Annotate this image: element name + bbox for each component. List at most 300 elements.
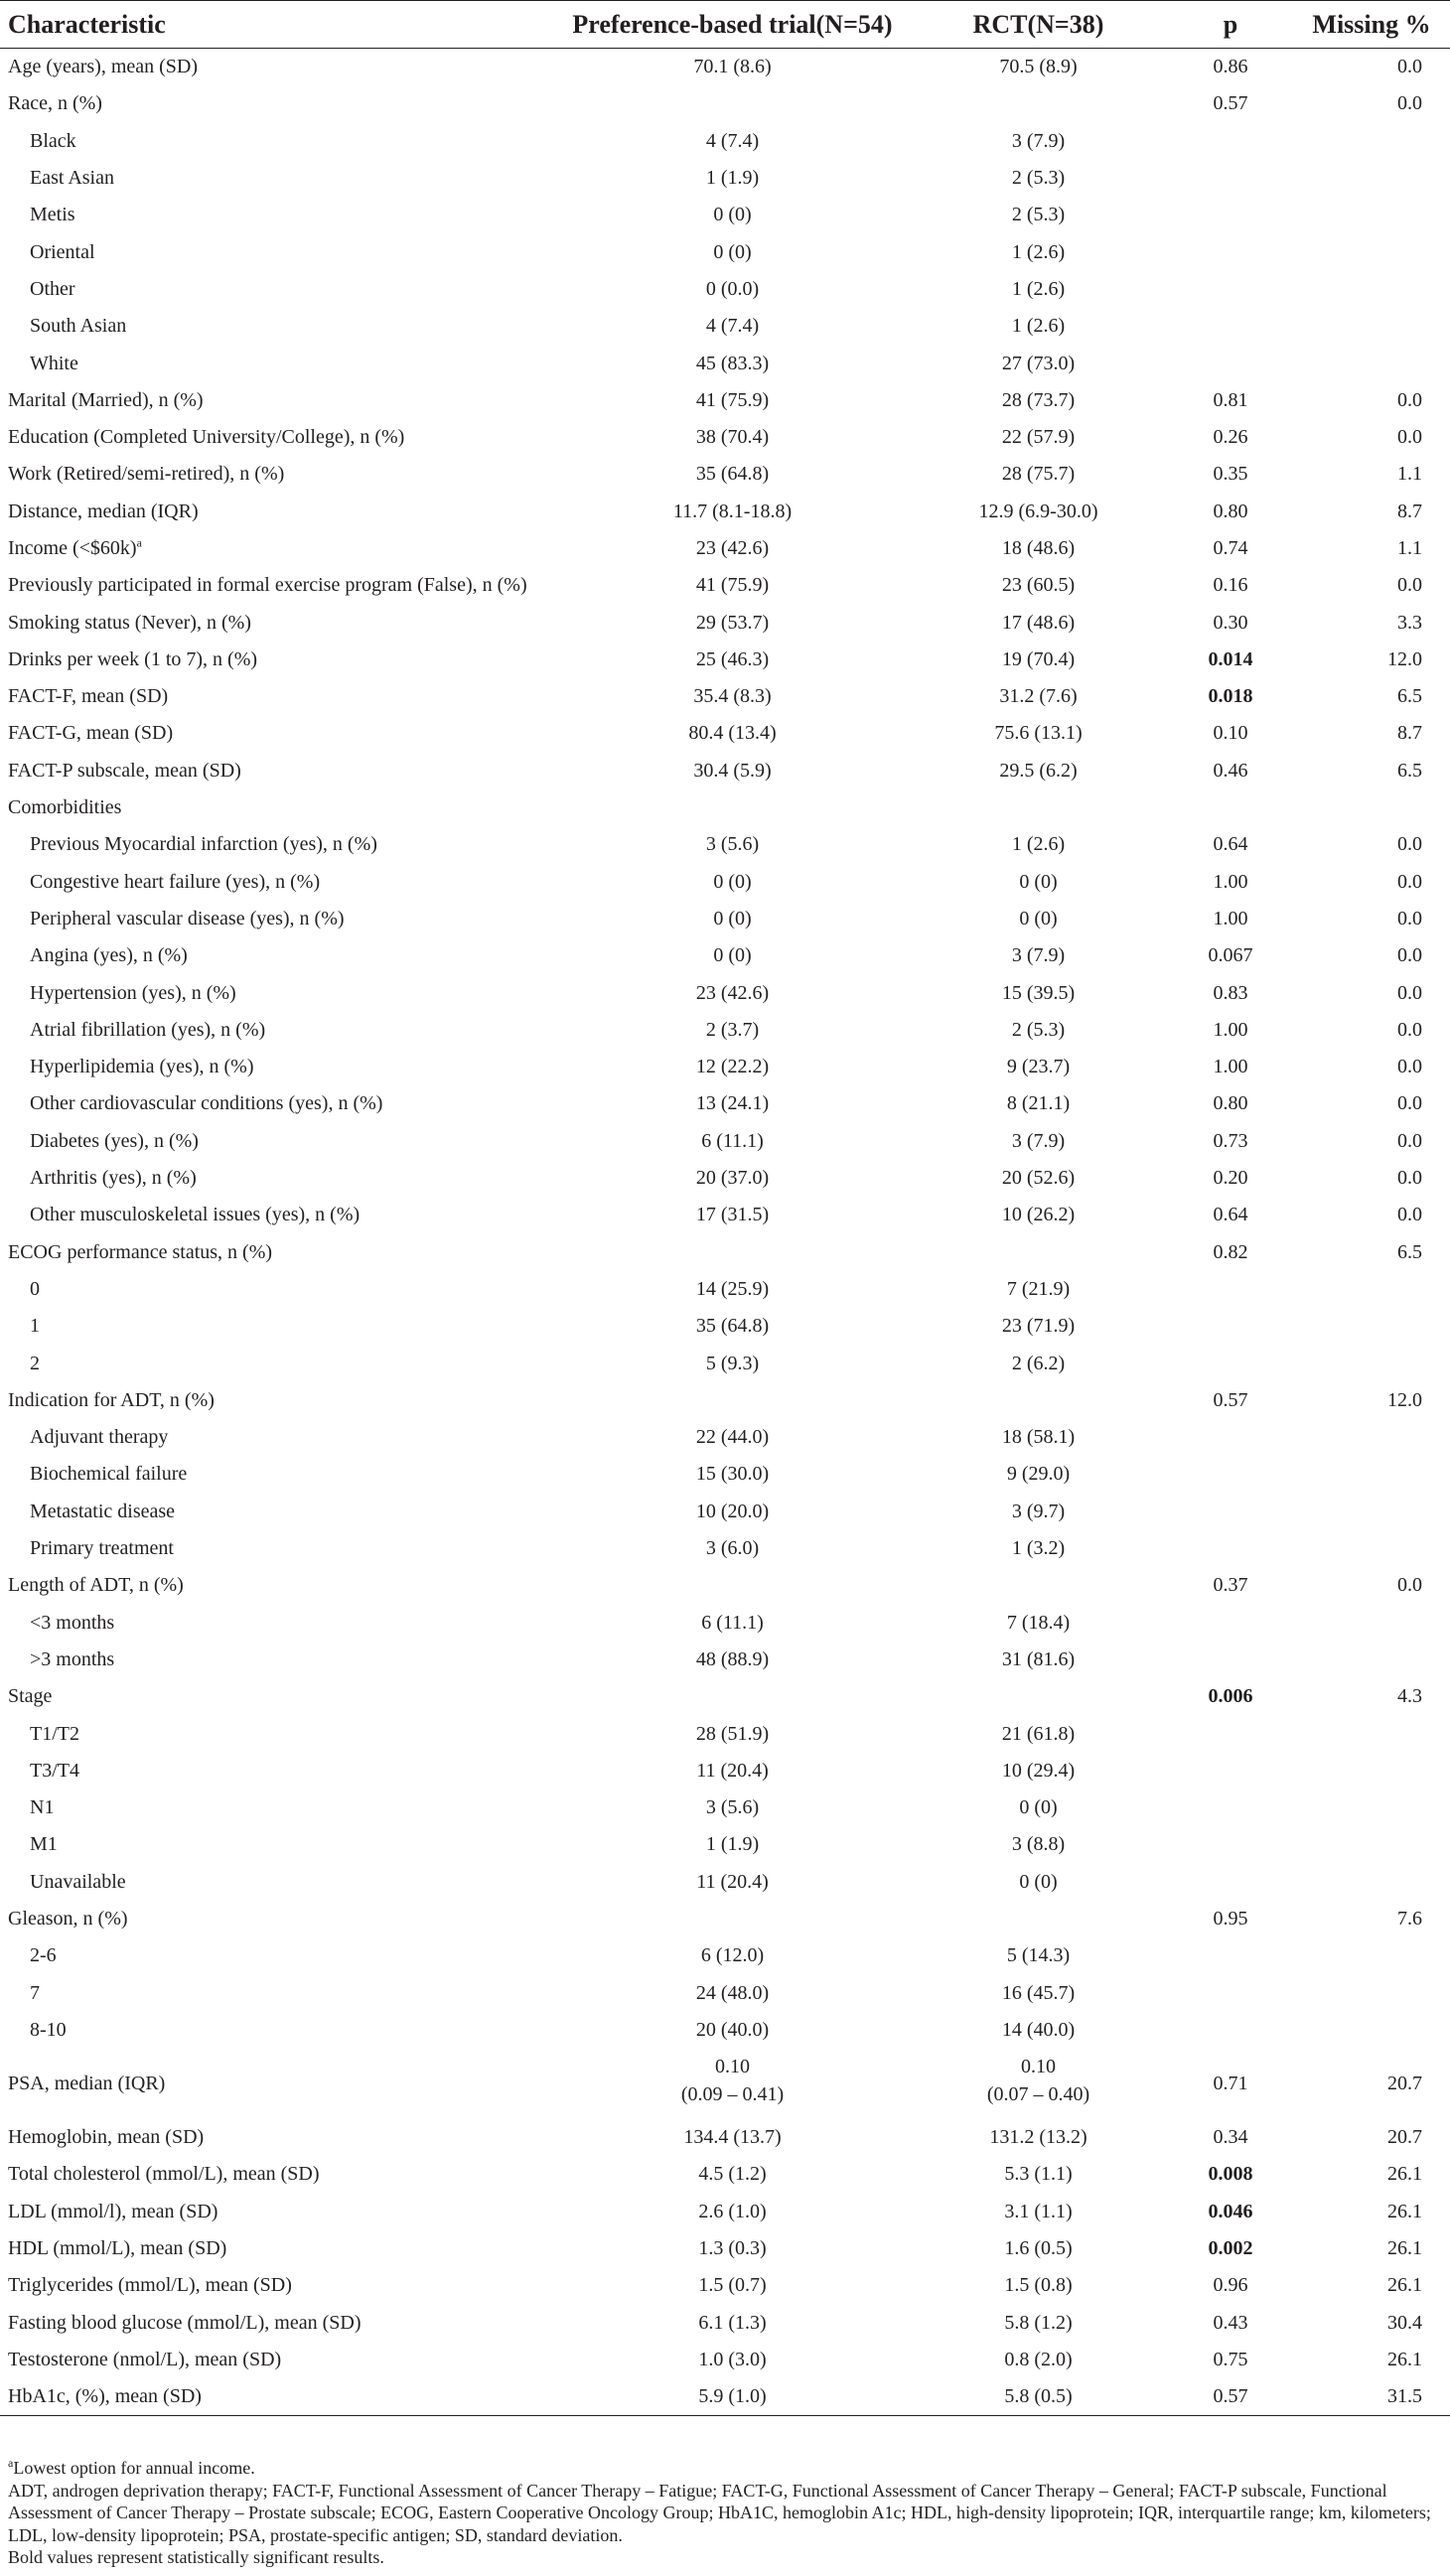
rct-value bbox=[909, 1789, 1168, 1826]
rct-value bbox=[909, 233, 1168, 270]
p-value: 0.64 bbox=[1213, 833, 1248, 856]
characteristic-label: T3/T4 bbox=[30, 1759, 79, 1782]
row-characteristic bbox=[0, 1974, 556, 2011]
table-row bbox=[0, 2119, 1450, 2156]
value-line: 11.7 (8.1-18.8) bbox=[672, 500, 793, 522]
value-line: 0.10 bbox=[1021, 2056, 1056, 2078]
characteristic-label: Unavailable bbox=[30, 1870, 126, 1893]
p-value: 0.30 bbox=[1213, 611, 1248, 634]
value-line: 10 (20.0) bbox=[695, 1500, 770, 1522]
table-row bbox=[0, 345, 1450, 381]
p-value: 0.43 bbox=[1213, 2311, 1248, 2334]
missing-percent bbox=[1293, 1604, 1450, 1641]
missing-percent bbox=[1293, 1715, 1450, 1752]
rct-value bbox=[909, 1345, 1168, 1381]
value-line: 0 (0) bbox=[713, 944, 752, 967]
characteristic-label: LDL (mmol/l), mean (SD) bbox=[8, 2200, 218, 2222]
p-value bbox=[1168, 197, 1293, 233]
characteristic-label: FACT-F, mean (SD) bbox=[8, 685, 169, 708]
rct-value bbox=[909, 1642, 1168, 1678]
table-row bbox=[0, 1753, 1450, 1789]
missing-percent bbox=[1293, 1308, 1450, 1345]
rct-value bbox=[909, 1753, 1168, 1789]
value-line: 1.5 (0.7) bbox=[698, 2274, 767, 2297]
preference-trial-value bbox=[556, 1160, 909, 1197]
row-characteristic bbox=[0, 530, 556, 567]
header-characteristic: Characteristic bbox=[0, 1, 556, 49]
preference-trial-value bbox=[556, 345, 909, 381]
preference-trial-value bbox=[556, 494, 909, 530]
preference-trial-value bbox=[556, 1382, 909, 1419]
characteristic-label: <3 months bbox=[30, 1611, 115, 1634]
value-line: 11 (20.4) bbox=[696, 1870, 769, 1893]
preference-trial-value bbox=[556, 1049, 909, 1085]
table-row bbox=[0, 604, 1450, 641]
preference-trial-value bbox=[556, 2267, 909, 2304]
rct-value bbox=[909, 2012, 1168, 2049]
p-value: 0.82 bbox=[1213, 1240, 1248, 1263]
missing-percent bbox=[1293, 160, 1450, 197]
value-line: 8 (21.1) bbox=[1006, 1092, 1071, 1115]
preference-trial-value bbox=[556, 123, 909, 160]
row-characteristic bbox=[0, 1604, 556, 1641]
preference-trial-value bbox=[556, 753, 909, 789]
p-value bbox=[1168, 123, 1293, 160]
missing-percent: 6.5 bbox=[1397, 759, 1422, 782]
table-row bbox=[0, 382, 1450, 419]
value-line: 18 (48.6) bbox=[1001, 537, 1076, 559]
table-row bbox=[0, 49, 1450, 86]
p-value: 0.95 bbox=[1213, 1907, 1248, 1930]
p-value: 0.37 bbox=[1213, 1574, 1248, 1597]
p-value: 0.018 bbox=[1208, 685, 1253, 708]
row-characteristic bbox=[0, 1753, 556, 1789]
characteristic-label: Other cardiovascular conditions (yes), n (%) bbox=[30, 1092, 383, 1115]
preference-trial-value bbox=[556, 1789, 909, 1826]
missing-percent: 4.3 bbox=[1397, 1685, 1422, 1708]
p-value: 0.71 bbox=[1213, 2073, 1248, 2095]
preference-trial-value bbox=[556, 1715, 909, 1752]
rct-value bbox=[909, 974, 1168, 1011]
header-preference-trial: Preference-based trial(N=54) bbox=[556, 1, 909, 49]
characteristic-label: HbA1c, (%), mean (SD) bbox=[8, 2385, 202, 2408]
missing-percent: 20.7 bbox=[1387, 2073, 1422, 2095]
rct-value bbox=[909, 642, 1168, 678]
table-row bbox=[0, 160, 1450, 197]
p-value: 0.20 bbox=[1213, 1167, 1248, 1190]
value-line: 17 (48.6) bbox=[1001, 611, 1076, 634]
row-characteristic bbox=[0, 308, 556, 345]
rct-value bbox=[909, 456, 1168, 493]
missing-percent: 26.1 bbox=[1387, 2274, 1422, 2297]
table-row bbox=[0, 2267, 1450, 2304]
p-value: 0.86 bbox=[1213, 56, 1248, 78]
value-line: 14 (40.0) bbox=[1001, 2018, 1076, 2041]
row-characteristic bbox=[0, 753, 556, 789]
missing-percent: 0.0 bbox=[1397, 1018, 1422, 1041]
preference-trial-value bbox=[556, 2119, 909, 2156]
value-line: 1.0 (3.0) bbox=[698, 2348, 767, 2370]
characteristic-label: South Asian bbox=[30, 315, 127, 338]
row-characteristic bbox=[0, 1197, 556, 1233]
row-characteristic bbox=[0, 419, 556, 456]
characteristic-label: N1 bbox=[30, 1796, 55, 1819]
characteristic-label: FACT-P subscale, mean (SD) bbox=[8, 759, 241, 782]
footnote-a bbox=[8, 2457, 1443, 2480]
preference-trial-value bbox=[556, 1567, 909, 1604]
row-characteristic bbox=[0, 1456, 556, 1493]
value-line: 3 (7.9) bbox=[1011, 1129, 1066, 1152]
p-value bbox=[1168, 1826, 1293, 1863]
characteristic-label: Hemoglobin, mean (SD) bbox=[8, 2126, 205, 2149]
preference-trial-value bbox=[556, 1974, 909, 2011]
preference-trial-value bbox=[556, 901, 909, 937]
table-row bbox=[0, 308, 1450, 345]
row-characteristic bbox=[0, 2194, 556, 2230]
value-line: 17 (31.5) bbox=[695, 1204, 770, 1226]
footnote-marker: a bbox=[136, 535, 142, 550]
rct-value bbox=[909, 826, 1168, 863]
p-value: 1.00 bbox=[1213, 1018, 1248, 1041]
missing-percent: 0.0 bbox=[1397, 833, 1422, 856]
preference-trial-value bbox=[556, 85, 909, 122]
row-characteristic bbox=[0, 567, 556, 604]
row-characteristic bbox=[0, 1826, 556, 1863]
preference-trial-value bbox=[556, 197, 909, 233]
missing-percent bbox=[1293, 2012, 1450, 2049]
rct-value bbox=[909, 1864, 1168, 1901]
value-line: 10 (26.2) bbox=[1001, 1204, 1076, 1226]
preference-trial-value bbox=[556, 1678, 909, 1715]
missing-percent: 0.0 bbox=[1397, 1574, 1422, 1597]
table-row bbox=[0, 1197, 1450, 1233]
value-line: 3 (7.9) bbox=[1011, 944, 1066, 967]
value-line: 2.6 (1.0) bbox=[698, 2200, 767, 2222]
table-row bbox=[0, 2230, 1450, 2267]
value-line: 1 (3.2) bbox=[1011, 1537, 1066, 1560]
preference-trial-value bbox=[556, 1753, 909, 1789]
characteristic-label: HDL (mmol/L), mean (SD) bbox=[8, 2237, 227, 2260]
p-value bbox=[1168, 1642, 1293, 1678]
table-row bbox=[0, 1085, 1450, 1122]
table-row bbox=[0, 123, 1450, 160]
p-value bbox=[1168, 1419, 1293, 1456]
value-line: 1 (1.9) bbox=[705, 1833, 760, 1856]
row-characteristic bbox=[0, 2119, 556, 2156]
characteristic-label: Age (years), mean (SD) bbox=[8, 56, 199, 78]
characteristic-label: T1/T2 bbox=[30, 1722, 79, 1745]
table-row bbox=[0, 2305, 1450, 2342]
value-line: 0 (0) bbox=[1019, 870, 1058, 893]
row-characteristic bbox=[0, 49, 556, 86]
rct-value bbox=[909, 1160, 1168, 1197]
table-footnotes bbox=[8, 2457, 1443, 2569]
value-line: 1 (2.6) bbox=[1011, 315, 1066, 338]
rct-value bbox=[909, 678, 1168, 715]
missing-percent: 0.0 bbox=[1397, 92, 1422, 115]
table-row bbox=[0, 1826, 1450, 1863]
table-row bbox=[0, 85, 1450, 122]
missing-percent bbox=[1293, 1753, 1450, 1789]
row-characteristic bbox=[0, 345, 556, 381]
table-row bbox=[0, 1974, 1450, 2011]
preference-trial-value bbox=[556, 530, 909, 567]
preference-trial-value bbox=[556, 2194, 909, 2230]
characteristic-label: 0 bbox=[30, 1277, 40, 1300]
value-line: 80.4 (13.4) bbox=[688, 722, 777, 745]
rct-value bbox=[909, 604, 1168, 641]
table-header-row bbox=[0, 1, 1450, 49]
value-line: 31.2 (7.6) bbox=[999, 685, 1078, 708]
preference-trial-value bbox=[556, 456, 909, 493]
table-row bbox=[0, 2156, 1450, 2193]
rct-value bbox=[909, 1308, 1168, 1345]
missing-percent bbox=[1293, 1494, 1450, 1530]
row-characteristic bbox=[0, 2049, 556, 2119]
row-characteristic bbox=[0, 604, 556, 641]
value-line: 1 (2.6) bbox=[1011, 833, 1066, 856]
rct-value bbox=[909, 308, 1168, 345]
missing-percent bbox=[1293, 233, 1450, 270]
table-row bbox=[0, 1382, 1450, 1419]
preference-trial-value bbox=[556, 1271, 909, 1308]
value-line: 1 (2.6) bbox=[1011, 240, 1066, 263]
p-value bbox=[1168, 789, 1293, 826]
p-value: 0.35 bbox=[1213, 463, 1248, 486]
table-row bbox=[0, 1604, 1450, 1641]
preference-trial-value bbox=[556, 864, 909, 901]
preference-trial-value bbox=[556, 678, 909, 715]
value-line: 131.2 (13.2) bbox=[989, 2126, 1088, 2149]
characteristic-label: Income (<$60k) bbox=[8, 537, 137, 559]
characteristic-label: Gleason, n (%) bbox=[8, 1907, 128, 1930]
characteristic-label: Angina (yes), n (%) bbox=[30, 944, 188, 967]
characteristic-label: Arthritis (yes), n (%) bbox=[30, 1167, 197, 1190]
rct-value bbox=[909, 2156, 1168, 2193]
row-characteristic bbox=[0, 1901, 556, 1937]
row-characteristic bbox=[0, 1123, 556, 1160]
value-line: 45 (83.3) bbox=[695, 352, 770, 374]
characteristic-label: Education (Completed University/College), n (%) bbox=[8, 426, 405, 449]
missing-percent bbox=[1293, 1419, 1450, 1456]
table-row bbox=[0, 974, 1450, 1011]
value-line: 3 (5.6) bbox=[705, 1796, 760, 1819]
rct-value bbox=[909, 2049, 1168, 2119]
missing-percent: 12.0 bbox=[1387, 647, 1422, 670]
row-characteristic bbox=[0, 1419, 556, 1456]
p-value bbox=[1168, 1271, 1293, 1308]
p-value: 0.008 bbox=[1208, 2163, 1253, 2186]
preference-trial-value bbox=[556, 160, 909, 197]
row-characteristic bbox=[0, 937, 556, 974]
p-value: 0.75 bbox=[1213, 2348, 1248, 2370]
row-characteristic bbox=[0, 826, 556, 863]
value-line: 3 (7.9) bbox=[1011, 129, 1066, 152]
characteristic-label: East Asian bbox=[30, 167, 114, 190]
missing-percent bbox=[1293, 1826, 1450, 1863]
p-value: 1.00 bbox=[1213, 1056, 1248, 1078]
missing-percent bbox=[1293, 1974, 1450, 2011]
p-value: 0.64 bbox=[1213, 1204, 1248, 1226]
table-row bbox=[0, 901, 1450, 937]
characteristic-label: 2 bbox=[30, 1352, 40, 1374]
preference-trial-value bbox=[556, 2378, 909, 2416]
missing-percent: 0.0 bbox=[1397, 56, 1422, 78]
rct-value bbox=[909, 345, 1168, 381]
table-row bbox=[0, 567, 1450, 604]
p-value bbox=[1168, 1308, 1293, 1345]
value-line: 4.5 (1.2) bbox=[698, 2163, 767, 2186]
preference-trial-value bbox=[556, 1012, 909, 1049]
row-characteristic bbox=[0, 2342, 556, 2378]
table-row bbox=[0, 678, 1450, 715]
value-line: 18 (58.1) bbox=[1001, 1426, 1076, 1449]
row-characteristic bbox=[0, 2305, 556, 2342]
value-line: 20 (40.0) bbox=[695, 2018, 770, 2041]
preference-trial-value bbox=[556, 1234, 909, 1271]
rct-value bbox=[909, 864, 1168, 901]
preference-trial-value bbox=[556, 1456, 909, 1493]
value-line: 2 (5.3) bbox=[1011, 1018, 1066, 1041]
missing-percent: 0.0 bbox=[1397, 1129, 1422, 1152]
table-row bbox=[0, 2049, 1450, 2119]
p-value: 0.26 bbox=[1213, 426, 1248, 449]
row-characteristic bbox=[0, 1642, 556, 1678]
table-row bbox=[0, 864, 1450, 901]
rct-value bbox=[909, 1567, 1168, 1604]
row-characteristic bbox=[0, 2378, 556, 2416]
row-characteristic bbox=[0, 789, 556, 826]
value-line: 14 (25.9) bbox=[695, 1277, 770, 1300]
rct-value bbox=[909, 1604, 1168, 1641]
table-row bbox=[0, 530, 1450, 567]
value-line: 7 (18.4) bbox=[1006, 1611, 1071, 1634]
row-characteristic bbox=[0, 85, 556, 122]
p-value: 0.46 bbox=[1213, 759, 1248, 782]
row-characteristic bbox=[0, 1567, 556, 1604]
value-line: 20 (37.0) bbox=[695, 1167, 770, 1190]
value-line: 6 (11.1) bbox=[701, 1129, 764, 1152]
table-row bbox=[0, 271, 1450, 308]
row-characteristic bbox=[0, 1789, 556, 1826]
characteristic-label: Adjuvant therapy bbox=[30, 1426, 169, 1449]
footnote-a-marker: a bbox=[8, 2456, 14, 2470]
characteristic-label: Oriental bbox=[30, 240, 95, 263]
value-line: 15 (39.5) bbox=[1001, 981, 1076, 1004]
characteristic-label: Black bbox=[30, 129, 76, 152]
preference-trial-value bbox=[556, 1085, 909, 1122]
preference-trial-value bbox=[556, 2342, 909, 2378]
preference-trial-value bbox=[556, 233, 909, 270]
characteristic-label: Congestive heart failure (yes), n (%) bbox=[30, 870, 321, 893]
rct-value bbox=[909, 2119, 1168, 2156]
missing-percent: 26.1 bbox=[1387, 2348, 1422, 2370]
preference-trial-value bbox=[556, 2305, 909, 2342]
value-line: 3 (5.6) bbox=[705, 833, 760, 856]
significance-note: Bold values represent statistically significant results. bbox=[8, 2547, 384, 2567]
preference-trial-value bbox=[556, 1494, 909, 1530]
rct-value bbox=[909, 1049, 1168, 1085]
p-value: 0.006 bbox=[1208, 1685, 1253, 1708]
row-characteristic bbox=[0, 2012, 556, 2049]
value-line: 0 (0.0) bbox=[705, 277, 760, 300]
p-value: 0.067 bbox=[1208, 944, 1253, 967]
preference-trial-value bbox=[556, 49, 909, 86]
characteristic-label: Diabetes (yes), n (%) bbox=[30, 1129, 199, 1152]
p-value bbox=[1168, 160, 1293, 197]
row-characteristic bbox=[0, 642, 556, 678]
p-value: 0.81 bbox=[1213, 388, 1248, 411]
p-value bbox=[1168, 1715, 1293, 1752]
p-value: 0.002 bbox=[1208, 2237, 1253, 2260]
row-characteristic bbox=[0, 1012, 556, 1049]
value-line: 29.5 (6.2) bbox=[999, 759, 1078, 782]
row-characteristic bbox=[0, 1382, 556, 1419]
value-line: 3 (6.0) bbox=[705, 1537, 760, 1560]
characteristic-label: Biochemical failure bbox=[30, 1463, 188, 1486]
row-characteristic bbox=[0, 974, 556, 1011]
table-row bbox=[0, 1308, 1450, 1345]
value-line: 3.1 (1.1) bbox=[1004, 2200, 1073, 2222]
value-line: 4 (7.4) bbox=[705, 129, 760, 152]
value-line: 2 (5.3) bbox=[1011, 167, 1066, 190]
p-value: 0.16 bbox=[1213, 574, 1248, 597]
table-row bbox=[0, 1345, 1450, 1381]
characteristic-label: Hyperlipidemia (yes), n (%) bbox=[30, 1056, 254, 1078]
missing-percent bbox=[1293, 345, 1450, 381]
row-characteristic bbox=[0, 1530, 556, 1567]
rct-value bbox=[909, 789, 1168, 826]
table-row bbox=[0, 1642, 1450, 1678]
preference-trial-value bbox=[556, 1530, 909, 1567]
missing-percent: 0.0 bbox=[1397, 1092, 1422, 1115]
p-value bbox=[1168, 1456, 1293, 1493]
missing-percent: 0.0 bbox=[1397, 1056, 1422, 1078]
value-line: 19 (70.4) bbox=[1001, 647, 1076, 670]
rct-value bbox=[909, 1530, 1168, 1567]
table-row bbox=[0, 1789, 1450, 1826]
missing-percent: 20.7 bbox=[1387, 2126, 1422, 2149]
value-line: 25 (46.3) bbox=[695, 647, 770, 670]
characteristic-label: Total cholesterol (mmol/L), mean (SD) bbox=[8, 2163, 320, 2186]
value-line: 41 (75.9) bbox=[695, 388, 770, 411]
characteristic-label: Metastatic disease bbox=[30, 1500, 176, 1522]
preference-trial-value bbox=[556, 1826, 909, 1863]
missing-percent bbox=[1293, 1864, 1450, 1901]
preference-trial-value bbox=[556, 642, 909, 678]
missing-percent: 0.0 bbox=[1397, 574, 1422, 597]
value-line: 0 (0) bbox=[1019, 1870, 1058, 1893]
value-line: 2 (5.3) bbox=[1011, 204, 1066, 226]
missing-percent: 0.0 bbox=[1397, 388, 1422, 411]
value-line: 7 (21.9) bbox=[1006, 1277, 1071, 1300]
table-row bbox=[0, 1901, 1450, 1937]
row-characteristic bbox=[0, 197, 556, 233]
characteristic-label: Distance, median (IQR) bbox=[8, 500, 199, 522]
table-row bbox=[0, 1715, 1450, 1752]
preference-trial-value bbox=[556, 419, 909, 456]
preference-trial-value bbox=[556, 1642, 909, 1678]
rct-value bbox=[909, 1234, 1168, 1271]
p-value bbox=[1168, 233, 1293, 270]
p-value bbox=[1168, 2012, 1293, 2049]
missing-percent: 1.1 bbox=[1397, 463, 1422, 486]
table-row bbox=[0, 1160, 1450, 1197]
rct-value bbox=[909, 2378, 1168, 2416]
rct-value bbox=[909, 1826, 1168, 1863]
value-line: 0 (0) bbox=[713, 240, 752, 263]
rct-value bbox=[909, 49, 1168, 86]
